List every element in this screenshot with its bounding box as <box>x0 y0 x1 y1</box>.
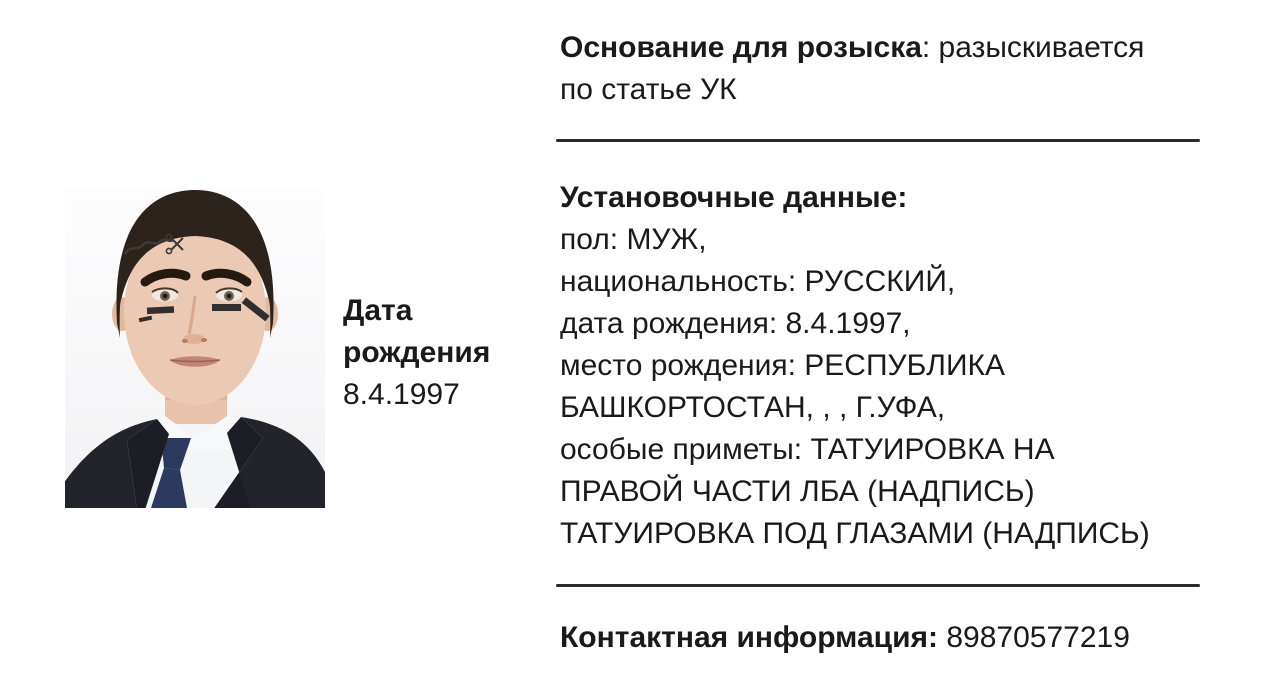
birth-date-value: 8.4.1997 <box>343 378 460 411</box>
section-divider-top <box>556 139 1200 142</box>
suspect-photo <box>65 188 325 508</box>
personal-data-line-marks-2: ПРАВОЙ ЧАСТИ ЛБА (НАДПИСЬ) <box>560 475 1035 508</box>
personal-data-line-marks-3: ТАТУИРОВКА ПОД ГЛАЗАМИ (НАДПИСЬ) <box>560 517 1150 550</box>
personal-data-line-sex: пол: МУЖ, <box>560 223 707 256</box>
personal-data-line-birthplace-1: место рождения: РЕСПУБЛИКА <box>560 349 1005 382</box>
birth-date-block <box>343 290 533 416</box>
section-divider-bottom <box>556 584 1200 587</box>
wanted-reason-label: Основание для розыска <box>560 31 922 64</box>
contact-info-label: Контактная информация: <box>560 621 939 654</box>
contact-info-section <box>560 617 1220 659</box>
wanted-reason-line1 <box>560 27 1208 69</box>
personal-data-line-nationality: национальность: РУССКИЙ, <box>560 265 956 298</box>
personal-data-heading: Установочные данные: <box>560 181 908 214</box>
contact-info-value: 89870577219 <box>946 621 1130 654</box>
personal-data-line-marks-1: особые приметы: ТАТУИРОВКА НА <box>560 433 1055 466</box>
birth-date-label: Дата рождения <box>343 294 491 369</box>
personal-data-line-birthplace-2: БАШКОРТОСТАН, , , Г.УФА, <box>560 391 946 424</box>
suspect-photo-drawing <box>65 188 325 508</box>
wanted-reason-line2: по статье УК <box>560 73 737 106</box>
wanted-reason-text: : разыскивается <box>921 31 1145 64</box>
personal-data-line-birthdate: дата рождения: 8.4.1997, <box>560 307 911 340</box>
personal-data-section <box>560 177 1208 555</box>
wanted-reason-section <box>560 27 1208 111</box>
